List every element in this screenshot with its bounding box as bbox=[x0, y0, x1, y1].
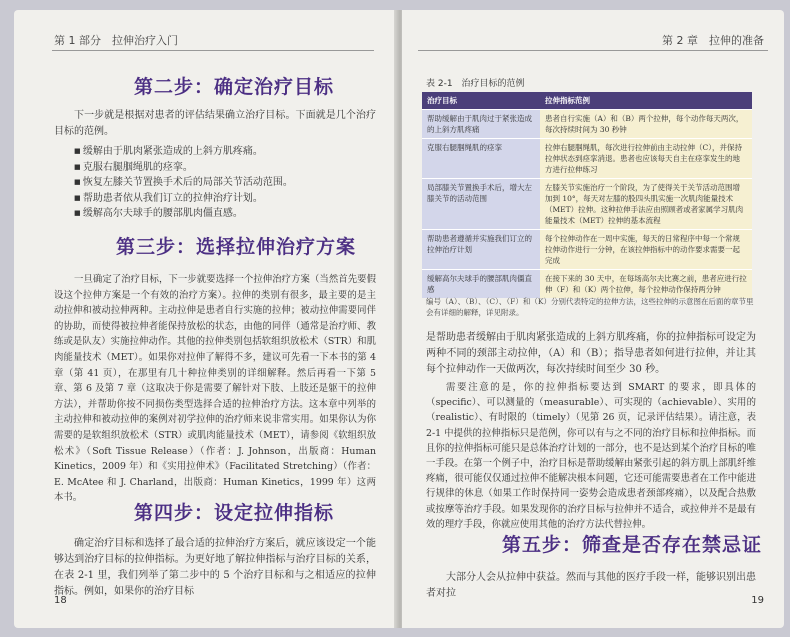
smart-paragraph: 需要注意的是，你的拉伸指标要达到 SMART 的要求，即具体的（specific）、可以测量的（measurable）、可实现的（achievable）、实用的（realistic）、有时限的（timely）（见第 26 页，记录评估结果）。请注意，表 2-1 中提供的拉伸指标只是范例，你可以有与之不同的治疗目标和拉伸指标。而且你的拉伸指标可能只是总体治疗计划的一部分，也不是达到某个治疗目标的唯一手段。在第一个例子中，治疗目标是帮助缓解由紧张引起的斜方肌上部肌纤维疼痛，很可能仅仅通过拉伸不能解决根本问题，它还可能需要患者在工作中能进行规律的休息（如果工作时保持同一姿势会造成患者颈部疼痛），以及配合热敷或按摩等治疗手段。如果发现你的治疗目标与拉伸并不适合，或拉伸并不是最有效的理疗手段，你就应使用其他的治疗方法代替拉伸。 bbox=[426, 382, 756, 530]
list-item: ■ 帮助患者依从我们订立的拉伸治疗计划。 bbox=[74, 191, 374, 207]
table-cell-example: 左膝关节实施治疗一个阶段，为了使得关于关节活动范围增加到 10°，每天对左膝的股四头肌实施一次肌肉能量技术（MET）拉伸。这种拉伸手法应由照顾者或者家属学习肌肉能量技术（MET）拉伸的基本流程 bbox=[540, 179, 752, 230]
step5-heading: 第五步：筛查是否存在禁忌证 bbox=[502, 534, 763, 556]
goal-bullet-list bbox=[74, 144, 374, 222]
table-row bbox=[422, 110, 752, 139]
page-number: 19 bbox=[751, 595, 764, 606]
table-caption: 表 2-1 治疗目标的范例 bbox=[426, 79, 525, 89]
table-note: 编号（A）、（B）、（C）、（F）和（K）分别代表特定的拉伸方法，这些拉伸的示意图在后面的章节里会有详细的解释，详见附录。 bbox=[426, 297, 754, 317]
table-row bbox=[422, 179, 752, 230]
right-page bbox=[402, 10, 784, 628]
list-item: ■ 缓解由于肌肉紧张造成的上斜方肌疼痛。 bbox=[74, 144, 374, 160]
step4-body: 确定治疗目标和选择了最合适的拉伸治疗方案后，就应该设定一个能够达到治疗目标的拉伸指标。为更好地了解拉伸指标与治疗目标的关系，在表 2-1 里，我们列举了第二步中的 5 个治疗目标和与之相适应的拉伸指标。例如，如果你的治疗目标 bbox=[54, 538, 376, 597]
step3-heading: 第三步：选择拉伸治疗方案 bbox=[116, 236, 357, 258]
table-row bbox=[422, 230, 752, 270]
running-head: 第 2 章 拉伸的准备 bbox=[662, 34, 764, 47]
running-head: 第 1 部分 拉伸治疗入门 bbox=[54, 34, 178, 47]
table-cell-goal: 帮助缓解由于肌肉过于紧张造成的上斜方肌疼痛 bbox=[422, 110, 540, 139]
step2-intro: 下一步就是根据对患者的评估结果确立治疗目标。下面就是几个治疗目标的范例。 bbox=[54, 110, 376, 137]
table-cell-goal: 局部膝关节置换手术后，增大左膝关节的活动范围 bbox=[422, 179, 540, 230]
step2-heading: 第二步：确定治疗目标 bbox=[134, 76, 335, 98]
goals-table bbox=[422, 92, 752, 298]
table-header: 治疗目标 bbox=[422, 92, 540, 110]
left-page bbox=[14, 10, 398, 628]
table-cell-example: 每个拉伸动作在一周中实施，每天的日常程序中每一个常规拉伸动作进行一分钟，在该拉伸指标中的动作要求需要一起完成 bbox=[540, 230, 752, 270]
list-item: ■ 克服右腿腘绳肌的痉挛。 bbox=[74, 160, 374, 176]
continuation-paragraph: 是帮助患者缓解由于肌肉紧张造成的上斜方肌疼痛，你的拉伸指标可设定为两种不同的颈部主动拉伸，（A）和（B）；指导患者如何进行拉伸，并让其每个拉伸动作一天做两次，每次持续时间至少 30 秒。 bbox=[426, 332, 756, 375]
book-spread bbox=[14, 10, 784, 628]
page-number: 18 bbox=[54, 595, 67, 606]
table-cell-example: 在接下来的 30 天中，在每场高尔夫比赛之前，患者应进行拉伸（F）和（K）两个拉伸，每个拉伸动作保持两分钟 bbox=[540, 270, 752, 299]
table-cell-goal: 克服右腿腘绳肌的痉挛 bbox=[422, 139, 540, 179]
table-cell-goal: 帮助患者遵循并实施我们订立的拉伸治疗计划 bbox=[422, 230, 540, 270]
step5-body: 大部分人会从拉伸中获益。然而与其他的医疗手段一样，能够识别出患者对拉 bbox=[426, 572, 756, 599]
table-cell-goal: 缓解高尔夫球手的腰部肌肉僵直感 bbox=[422, 270, 540, 299]
table-header: 拉伸指标范例 bbox=[540, 92, 752, 110]
step3-body: 一旦确定了治疗目标，下一步就要选择一个拉伸治疗方案（当然首先要假设这个拉伸方案是一个有效的治疗方案）。拉伸的类别有很多，最主要的是主动拉伸和被动拉伸两种。主动拉伸是患者自行实施的拉伸；被动拉伸需要同伴的协助，而使得被拉伸者能保持放松的状态，由他的同伴（通常是治疗师、教练或是队友）实施拉伸动作。其他的拉伸类别包括软组织放松术（STR）和肌肉能量技术（MET）。如果你对拉伸了解得不多，建议可先看一下本书的第 4 章（第 41 页），在那里有几十种拉伸类别的详细解释。然后再看一下第 5 章、第 6 及第 7 章（这取决于你是需要了解针对下肢、上肢还是躯干的拉伸方法），并帮助你按不同损伤类型选择合适的拉伸治疗方法。这本章中列举的主动拉伸和被动拉伸的案例对初学拉伸的治疗师来说非常实用。如果你认为你需要的是软组织放松术（STR）或肌肉能量技术（MET），请参阅《软组织放松术》（Soft Tissue Release）（作者：J. Johnson，出版商：Human Kinetics，2009 年）和《实用拉伸术》（Facilitated Stretching）（作者：E. McAtee 和 J. Charland，出版商：Human Kinetics，1999 年）这两本书。 bbox=[54, 274, 376, 504]
table-cell-example: 患者自行实施（A）和（B）两个拉伸，每个动作每天两次，每次持续时间为 30 秒钟 bbox=[540, 110, 752, 139]
header-rule bbox=[52, 50, 374, 51]
table-row bbox=[422, 139, 752, 179]
step4-heading: 第四步：设定拉伸指标 bbox=[134, 502, 335, 524]
table-row bbox=[422, 270, 752, 299]
list-item: ■ 恢复左膝关节置换手术后的局部关节活动范围。 bbox=[74, 175, 374, 191]
table-cell-example: 拉伸右腿腘绳肌，每次进行拉伸前由主动拉伸（C），并保持拉伸状态到痉挛消退。患者也应该每天自主在痉挛发生的地方进行拉伸练习 bbox=[540, 139, 752, 179]
header-rule bbox=[418, 50, 768, 51]
list-item: ■ 缓解高尔夫球手的腰部肌肉僵直感。 bbox=[74, 206, 374, 222]
